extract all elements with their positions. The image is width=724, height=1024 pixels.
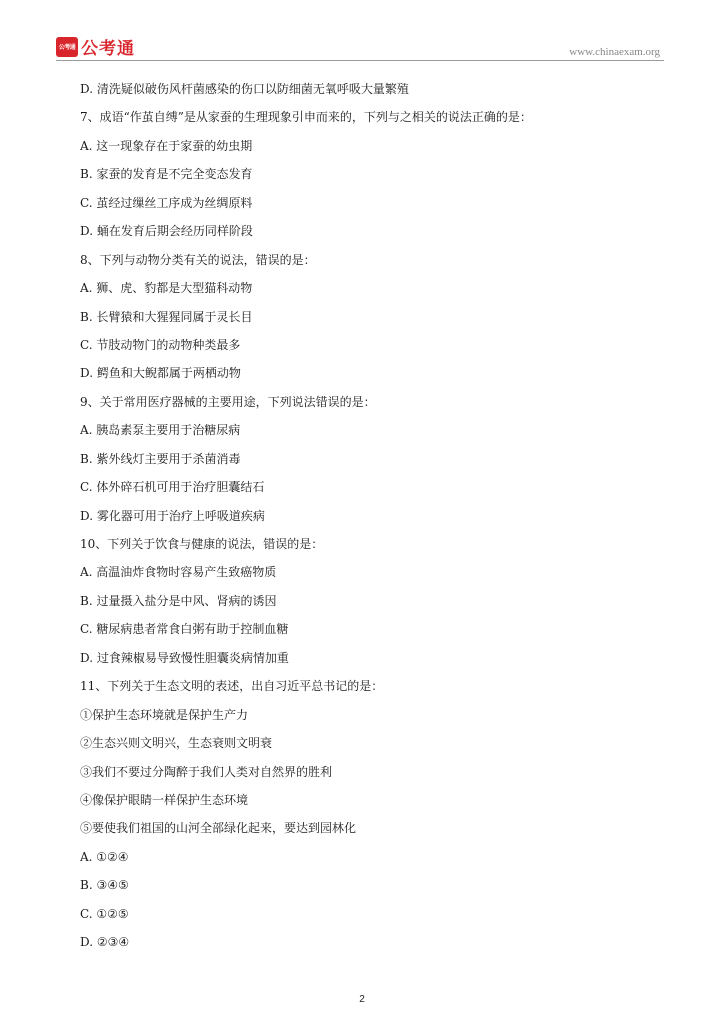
option-c-q9: C. 体外碎石机可用于治疗胆囊结石 [80, 480, 265, 495]
logo-text: 公考通 [81, 39, 135, 59]
option-b-q8: B. 长臂猿和大猩猩同属于灵长目 [80, 309, 253, 324]
page-number: 2 [359, 994, 365, 1005]
option-d-q11: D. ②③④ [80, 935, 130, 950]
option-a-q10: A. 高温油炸食物时容易产生致癌物质 [80, 565, 277, 580]
option-c-q8: C. 节肢动物门的动物种类最多 [80, 337, 241, 352]
option-c-q11: C. ①②⑤ [80, 906, 129, 921]
statement-1-q11: ①保护生态环境就是保护生产力 [80, 707, 249, 722]
option-b-q10: B. 过量摄入盐分是中风、肾病的诱因 [80, 593, 277, 608]
statement-4-q11: ④像保护眼睛一样保护生态环境 [80, 792, 249, 807]
site-url: www.chinaexam.org [569, 46, 660, 58]
option-a-q7: A. 这一现象存在于家蚕的幼虫期 [80, 138, 253, 153]
question-9: 9、关于常用医疗器械的主要用途，下列说法错误的是： [80, 394, 376, 409]
statement-5-q11: ⑤要使我们祖国的山河全部绿化起来，要达到园林化 [80, 821, 357, 836]
option-b-q7: B. 家蚕的发育是不完全变态发育 [80, 167, 253, 182]
statement-3-q11: ③我们不要过分陶醉于我们人类对自然界的胜利 [80, 764, 333, 779]
logo-badge: 公考通 [56, 37, 78, 57]
option-b-q9: B. 紫外线灯主要用于杀菌消毒 [80, 451, 241, 466]
option-a-q9: A. 胰岛素泵主要用于治糖尿病 [80, 423, 241, 438]
page-header [56, 34, 664, 60]
option-d-q7: D. 蛹在发育后期会经历同样阶段 [80, 224, 253, 239]
option-c-q10: C. 糖尿病患者常食白粥有助于控制血糖 [80, 622, 289, 637]
header-divider [56, 60, 664, 61]
question-10: 10、下列关于饮食与健康的说法，错误的是： [80, 537, 324, 551]
option-d-q8: D. 鳄鱼和大鲵都属于两栖动物 [80, 366, 241, 381]
option-d-q9: D. 雾化器可用于治疗上呼吸道疾病 [80, 508, 265, 523]
statement-2-q11: ②生态兴则文明兴，生态衰则文明衰 [80, 736, 273, 751]
option-d-q6: D. 清洗疑似破伤风杆菌感染的伤口以防细菌无氧呼吸大量繁殖 [80, 82, 409, 96]
question-8: 8、下列与动物分类有关的说法，错误的是： [80, 252, 316, 267]
option-c-q7: C. 茧经过缫丝工序成为丝绸原料 [80, 195, 253, 210]
option-b-q11: B. ③④⑤ [80, 878, 129, 893]
option-d-q10: D. 过食辣椒易导致慢性胆囊炎病情加重 [80, 650, 289, 665]
option-a-q11: A. ①②④ [80, 849, 129, 864]
document-body [80, 78, 664, 960]
logo [56, 34, 135, 59]
option-a-q8: A. 狮、虎、豹都是大型猫科动物 [80, 281, 253, 296]
question-11: 11、下列关于生态文明的表述，出自习近平总书记的是： [80, 679, 384, 694]
question-7: 7、成语“作茧自缚”是从家蚕的生理现象引申而来的，下列与之相关的说法正确的是： [80, 110, 532, 125]
